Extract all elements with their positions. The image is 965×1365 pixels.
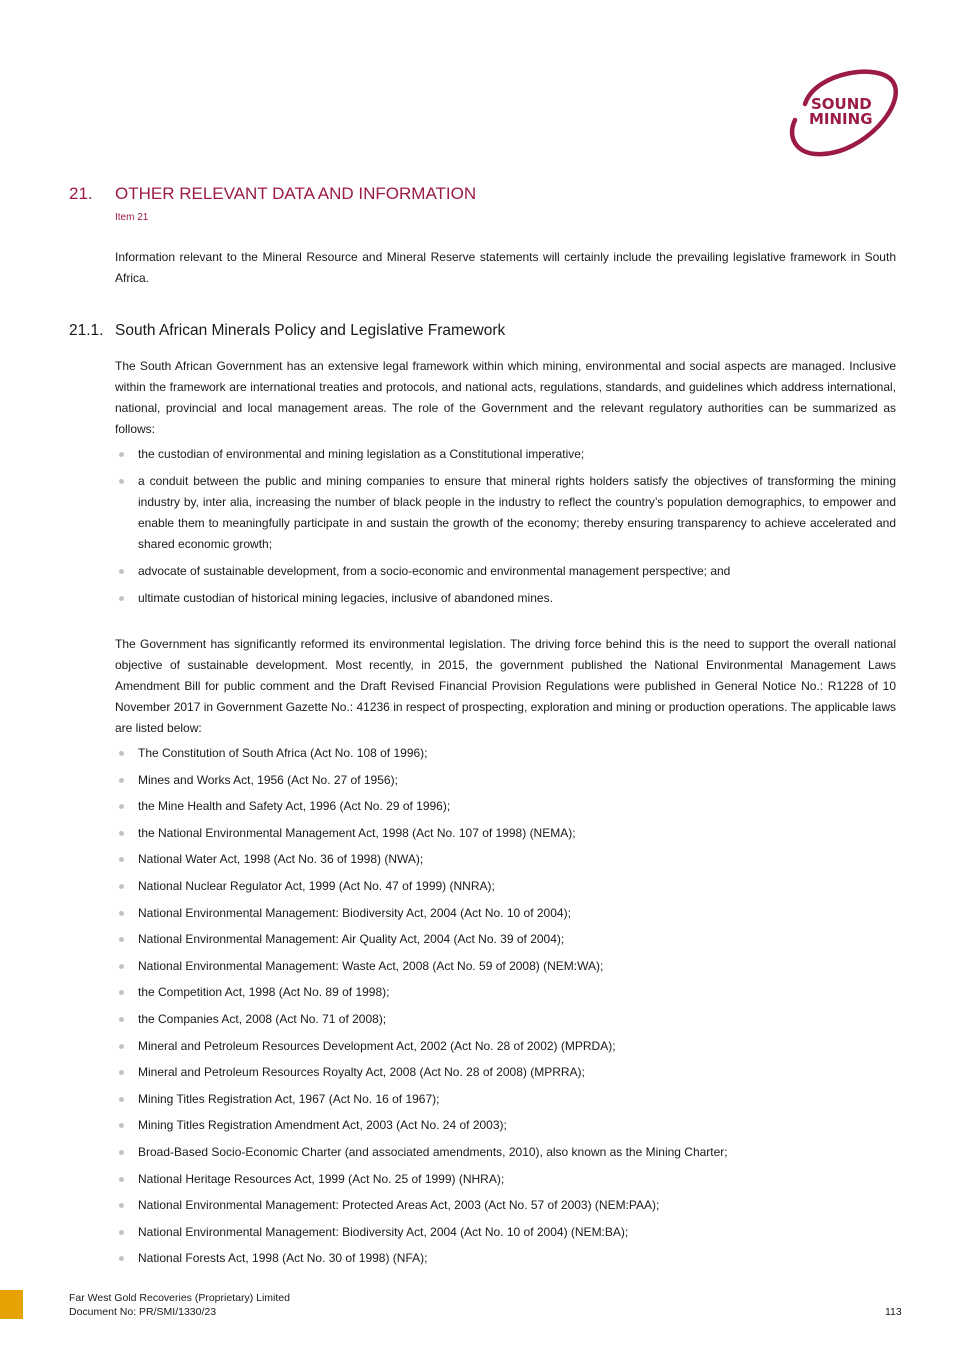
list-item: the National Environmental Management Act, 1998 (Act No. 107 of 1998) (NEMA); (115, 823, 896, 844)
subsection-number: 21.1. (69, 322, 104, 339)
section-title: OTHER RELEVANT DATA AND INFORMATION (115, 184, 477, 203)
list-item: National Environmental Management: Waste Act, 2008 (Act No. 59 of 2008) (NEM:WA); (115, 956, 896, 977)
subsection-title: South African Minerals Policy and Legislative Framework (115, 322, 506, 339)
list-item: Mines and Works Act, 1956 (Act No. 27 of 1956); (115, 770, 896, 791)
footer-company: Far West Gold Recoveries (Proprietary) Limited (69, 1292, 290, 1304)
list-item: the Competition Act, 1998 (Act No. 89 of 1998); (115, 982, 896, 1003)
bullet-icon (119, 1044, 124, 1049)
list-item: ultimate custodian of historical mining legacies, inclusive of abandoned mines. (115, 588, 896, 609)
list-item: Mining Titles Registration Amendment Act, 2003 (Act No. 24 of 2003); (115, 1115, 896, 1136)
intro-paragraph: Information relevant to the Mineral Resource and Mineral Reserve statements will certainly include the prevailing legislative framework in South Africa. (115, 250, 896, 285)
bullet-icon (119, 1123, 124, 1128)
bullet-icon (119, 857, 124, 862)
bullet-icon (119, 1097, 124, 1102)
bullet-icon (119, 937, 124, 942)
bullet-icon (119, 1070, 124, 1075)
bullet-icon (119, 804, 124, 809)
bullet-icon (119, 1017, 124, 1022)
list-item: National Forests Act, 1998 (Act No. 30 of 1998) (NFA); (115, 1248, 896, 1269)
bullet-icon (119, 990, 124, 995)
bullet-icon (119, 884, 124, 889)
bullet-icon (119, 831, 124, 836)
list-item: National Environmental Management: Protected Areas Act, 2003 (Act No. 57 of 2003) (NEM:PAA); (115, 1195, 896, 1216)
list-item: the Mine Health and Safety Act, 1996 (Act No. 29 of 1996); (115, 796, 896, 817)
bullet-icon (119, 1150, 124, 1155)
bullet-icon (119, 452, 124, 457)
page-number: 113 (885, 1306, 902, 1318)
footer-info (69, 1291, 290, 1319)
bullet-icon (119, 479, 124, 484)
list-item: the Companies Act, 2008 (Act No. 71 of 2008); (115, 1009, 896, 1030)
list-item: Mining Titles Registration Act, 1967 (Act No. 16 of 1967); (115, 1089, 896, 1110)
bullet-icon (119, 569, 124, 574)
bullet-icon (119, 778, 124, 783)
list-item: National Nuclear Regulator Act, 1999 (Act No. 47 of 1999) (NNRA); (115, 876, 896, 897)
bullet-icon (119, 911, 124, 916)
list-item: advocate of sustainable development, from a socio-economic and environmental management perspective; and (115, 561, 896, 582)
framework-paragraph: The South African Government has an extensive legal framework within which mining, environmental and social aspects are managed. Inclusive within the framework are international treaties and protocols, and national acts, regulations, standards, and guidelines which address international, national, provincial and local management areas. The role of the Government and the relevant regulatory authorities can be summarized as follows: (115, 359, 896, 436)
sound-mining-logo (785, 64, 905, 160)
logo-line2: MINING (809, 110, 873, 128)
section-number: 21. (69, 184, 93, 203)
list-item: Mineral and Petroleum Resources Royalty Act, 2008 (Act No. 28 of 2008) (MPRRA); (115, 1062, 896, 1083)
bullet-icon (119, 964, 124, 969)
footer-accent-bar (0, 1290, 23, 1319)
item-reference: Item 21 (115, 212, 149, 223)
government-roles-list (115, 444, 896, 615)
reform-paragraph: The Government has significantly reformed its environmental legislation. The driving force behind this is the need to support the overall national objective of sustainable development. Most recently, in 2015, the government published the National Environmental Management Laws Amendment Bill for public comment and the Draft Revised Financial Provision Regulations were published in General Notice No.: R1228 of 10 November 2017 in Government Gazette No.: 41236 in respect of prospecting, exploration and mining or production operations. The applicable laws are listed below: (115, 637, 896, 735)
applicable-laws-list (115, 743, 896, 1275)
list-item: National Environmental Management: Biodiversity Act, 2004 (Act No. 10 of 2004); (115, 903, 896, 924)
bullet-icon (119, 1230, 124, 1235)
list-item: National Water Act, 1998 (Act No. 36 of 1998) (NWA); (115, 849, 896, 870)
bullet-icon (119, 596, 124, 601)
bullet-icon (119, 1256, 124, 1261)
footer-document-number: Document No: PR/SMI/1330/23 (69, 1306, 217, 1318)
logo-swoosh (785, 64, 905, 160)
bullet-icon (119, 1203, 124, 1208)
list-item: National Heritage Resources Act, 1999 (Act No. 25 of 1999) (NHRA); (115, 1169, 896, 1190)
list-item: The Constitution of South Africa (Act No. 108 of 1996); (115, 743, 896, 764)
bullet-icon (119, 751, 124, 756)
list-item: the custodian of environmental and mining legislation as a Constitutional imperative; (115, 444, 896, 465)
list-item: National Environmental Management: Biodiversity Act, 2004 (Act No. 10 of 2004) (NEM:BA); (115, 1222, 896, 1243)
list-item: National Environmental Management: Air Quality Act, 2004 (Act No. 39 of 2004); (115, 929, 896, 950)
logo-line1: SOUND (811, 95, 872, 113)
bullet-icon (119, 1177, 124, 1182)
list-item: a conduit between the public and mining companies to ensure that mineral rights holders satisfy the objectives of transforming the mining industry by, inter alia, increasing the number of black people in the industry to reflect the country’s population demographics, to empower and enable them to meaningfully participate in and sustain the growth of the economy; thereby ensuring transparency to achieve accelerated and shared economic growth; (115, 471, 896, 555)
list-item: Mineral and Petroleum Resources Development Act, 2002 (Act No. 28 of 2002) (MPRDA); (115, 1036, 896, 1057)
list-item: Broad-Based Socio-Economic Charter (and associated amendments, 2010), also known as the Mining Charter; (115, 1142, 896, 1163)
